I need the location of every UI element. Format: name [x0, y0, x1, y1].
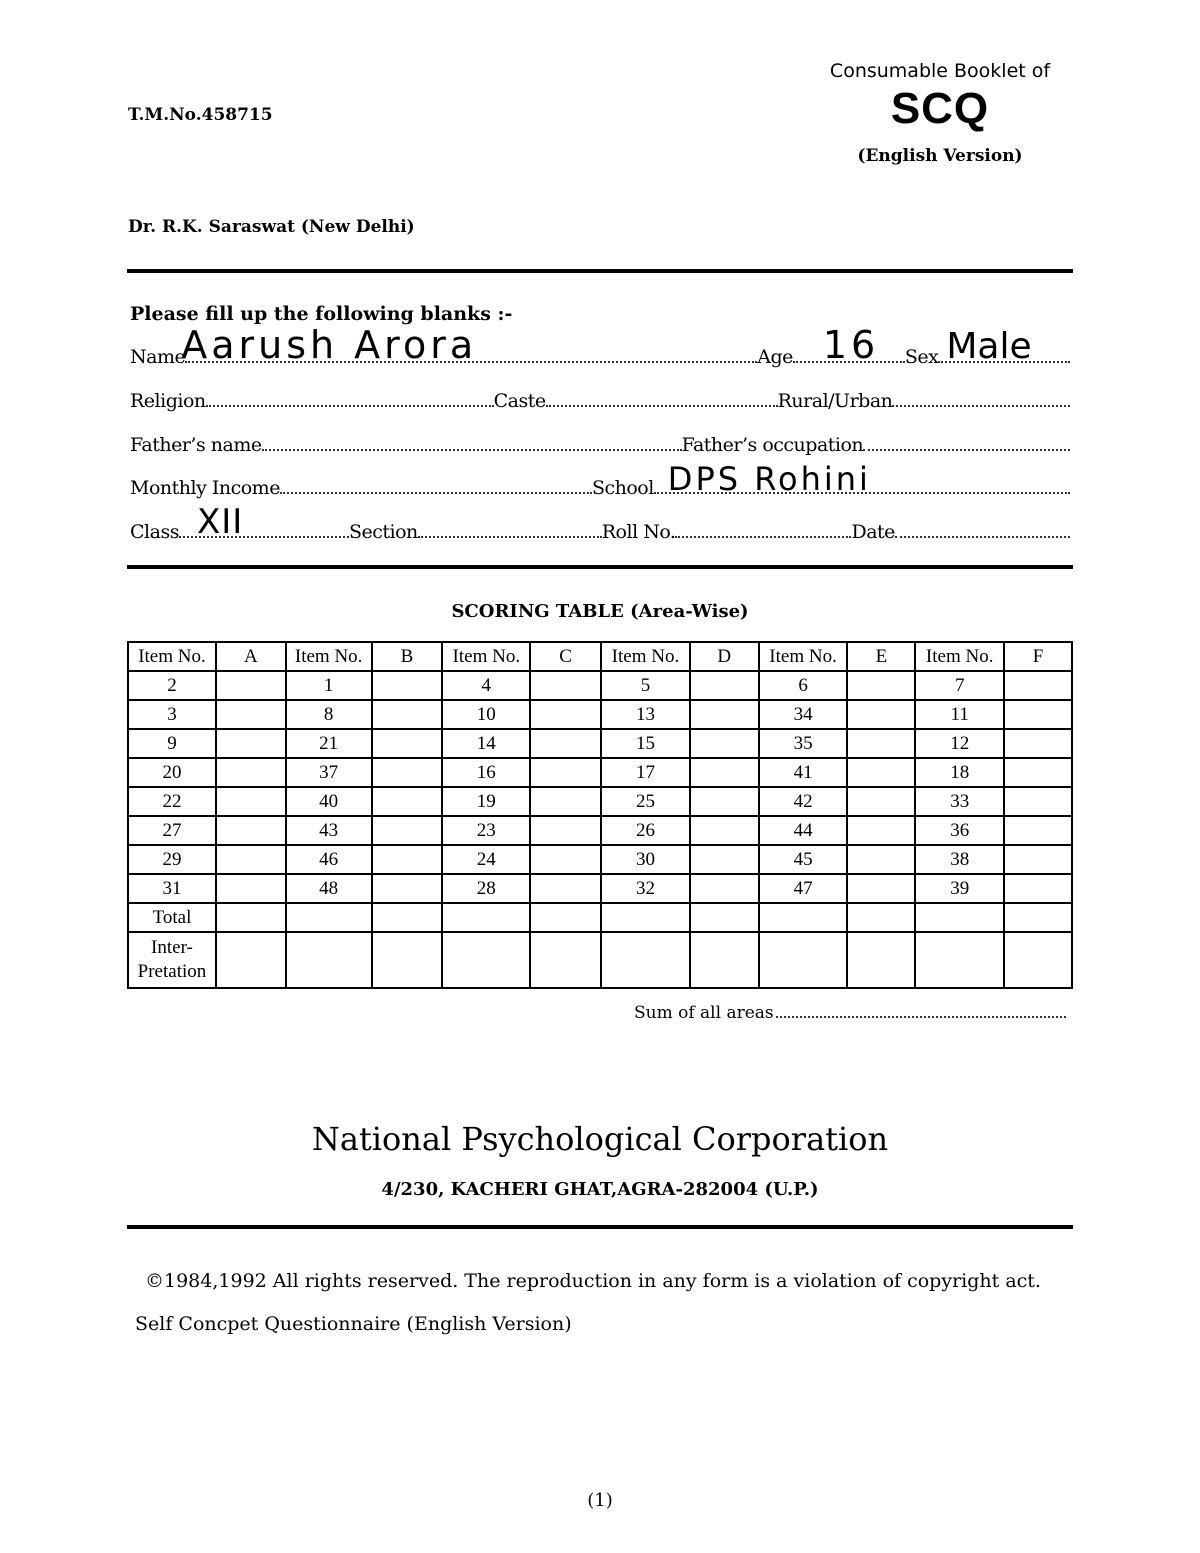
area-f-score-cell[interactable]: [1004, 787, 1072, 816]
area-a-score-cell[interactable]: [216, 671, 286, 700]
item-no-cell: 47: [759, 874, 848, 903]
rural-urban-label: Rural/Urban: [777, 390, 893, 412]
item-no-cell: 27: [128, 816, 216, 845]
item-no-cell: 2: [128, 671, 216, 700]
item-no-cell: 46: [286, 845, 372, 874]
area-b-score-cell[interactable]: [372, 787, 443, 816]
area-d-total-cell[interactable]: [690, 903, 759, 932]
area-a-score-cell[interactable]: [216, 758, 286, 787]
item-no-cell: 11: [915, 700, 1004, 729]
roll-no-label: Roll No.: [601, 521, 676, 543]
area-c-score-cell[interactable]: [530, 671, 601, 700]
item-no-cell: 4: [442, 671, 530, 700]
interpretation-blank-cell[interactable]: [759, 932, 848, 988]
age-handwritten: 16: [822, 323, 880, 367]
item-no-cell: 48: [286, 874, 372, 903]
item-no-cell: 19: [442, 787, 530, 816]
item-no-cell: 9: [128, 729, 216, 758]
area-f-header: F: [1004, 642, 1072, 671]
total-blank-cell[interactable]: [286, 903, 372, 932]
area-d-score-cell[interactable]: [690, 758, 759, 787]
item-no-cell: 31: [128, 874, 216, 903]
item-no-cell: 28: [442, 874, 530, 903]
item-no-cell: 18: [915, 758, 1004, 787]
item-no-header: Item No.: [442, 642, 530, 671]
table-row: [128, 874, 1072, 903]
area-c-score-cell[interactable]: [530, 787, 601, 816]
form-title: Please fill up the following blanks :-: [130, 303, 513, 325]
item-no-cell: 29: [128, 845, 216, 874]
item-no-header: Item No.: [601, 642, 690, 671]
school-field[interactable]: [654, 460, 1070, 498]
total-blank-cell[interactable]: [759, 903, 848, 932]
name-field[interactable]: [181, 323, 757, 367]
area-e-score-cell[interactable]: [847, 816, 915, 845]
religion-label: Religion: [130, 390, 206, 412]
area-a-score-cell[interactable]: [216, 729, 286, 758]
father-name-field[interactable]: [262, 449, 682, 451]
item-no-cell: 45: [759, 845, 848, 874]
area-d-score-cell[interactable]: [690, 787, 759, 816]
item-no-header: Item No.: [759, 642, 848, 671]
area-c-total-cell[interactable]: [530, 903, 601, 932]
interpretation-blank-cell[interactable]: [601, 932, 690, 988]
scoring-table: [127, 641, 1073, 989]
area-b-score-cell[interactable]: [372, 671, 443, 700]
area-d-score-cell[interactable]: [690, 671, 759, 700]
area-a-score-cell[interactable]: [216, 845, 286, 874]
total-row: [128, 903, 1072, 932]
area-a-header: A: [216, 642, 286, 671]
interpretation-blank-cell[interactable]: [442, 932, 530, 988]
area-d-score-cell[interactable]: [690, 700, 759, 729]
area-b-score-cell[interactable]: [372, 845, 443, 874]
area-c-score-cell[interactable]: [530, 758, 601, 787]
area-f-score-cell[interactable]: [1004, 816, 1072, 845]
item-no-header: Item No.: [128, 642, 216, 671]
total-blank-cell[interactable]: [601, 903, 690, 932]
item-no-cell: 14: [442, 729, 530, 758]
table-row: [128, 671, 1072, 700]
item-no-cell: 41: [759, 758, 848, 787]
sum-field[interactable]: [776, 1016, 1066, 1018]
area-c-interpretation-cell[interactable]: [530, 932, 601, 988]
area-d-score-cell[interactable]: [690, 845, 759, 874]
item-no-cell: 43: [286, 816, 372, 845]
roll-no-field[interactable]: [675, 536, 851, 538]
form-row-father: [130, 428, 1070, 456]
item-no-cell: 16: [442, 758, 530, 787]
publisher-name: National Psychological Corporation: [311, 1120, 889, 1158]
area-a-score-cell[interactable]: [216, 816, 286, 845]
item-no-cell: 13: [601, 700, 690, 729]
item-no-cell: 33: [915, 787, 1004, 816]
form-divider: [127, 565, 1073, 569]
sex-handwritten: Male: [946, 326, 1032, 367]
total-blank-cell[interactable]: [915, 903, 1004, 932]
table-header-row: [128, 642, 1072, 671]
item-no-cell: 15: [601, 729, 690, 758]
item-no-cell: 23: [442, 816, 530, 845]
area-d-score-cell[interactable]: [690, 874, 759, 903]
area-e-total-cell[interactable]: [847, 903, 915, 932]
area-b-total-cell[interactable]: [372, 903, 443, 932]
item-no-cell: 38: [915, 845, 1004, 874]
interpretation-label: [128, 932, 216, 988]
name-handwritten: Aarush Arora: [181, 323, 478, 367]
caste-label: Caste: [493, 390, 546, 412]
item-no-cell: 24: [442, 845, 530, 874]
area-f-score-cell[interactable]: [1004, 758, 1072, 787]
booklet-label: Consumable Booklet of: [829, 60, 1051, 82]
item-no-cell: 22: [128, 787, 216, 816]
item-no-cell: 40: [286, 787, 372, 816]
caste-field[interactable]: [546, 405, 778, 407]
item-no-cell: 5: [601, 671, 690, 700]
age-field[interactable]: [793, 323, 905, 367]
area-a-score-cell[interactable]: [216, 700, 286, 729]
area-e-score-cell[interactable]: [847, 787, 915, 816]
religion-field[interactable]: [206, 405, 494, 407]
interpretation-blank-cell[interactable]: [915, 932, 1004, 988]
monthly-income-label: Monthly Income: [130, 477, 280, 499]
item-no-cell: 32: [601, 874, 690, 903]
area-e-header: E: [847, 642, 915, 671]
item-no-cell: 35: [759, 729, 848, 758]
sum-label: Sum of all areas: [634, 1003, 774, 1023]
item-no-cell: 20: [128, 758, 216, 787]
father-name-label: Father’s name: [130, 434, 262, 456]
item-no-header: Item No.: [915, 642, 1004, 671]
father-occupation-label: Father’s occupation: [681, 434, 864, 456]
monthly-income-field[interactable]: [280, 492, 592, 494]
interpretation-label-line2: Pretation: [137, 961, 207, 982]
item-no-cell: 42: [759, 787, 848, 816]
area-c-score-cell[interactable]: [530, 845, 601, 874]
table-row: [128, 758, 1072, 787]
table-row: [128, 845, 1072, 874]
class-field[interactable]: [179, 502, 349, 542]
item-no-cell: 6: [759, 671, 848, 700]
item-no-cell: 44: [759, 816, 848, 845]
item-no-cell: 17: [601, 758, 690, 787]
area-c-header: C: [530, 642, 601, 671]
test-code: SCQ: [890, 84, 990, 133]
interpretation-label-line1: Inter-: [151, 937, 193, 958]
total-label: Total: [128, 903, 216, 932]
area-e-score-cell[interactable]: [847, 874, 915, 903]
area-a-score-cell[interactable]: [216, 787, 286, 816]
copyright-notice: ©1984,1992 All rights reserved. The reproduction in any form is a violation of copyright act. Self Concpet Questionnaire (English Version): [135, 1270, 1041, 1335]
area-c-score-cell[interactable]: [530, 729, 601, 758]
area-f-score-cell[interactable]: [1004, 845, 1072, 874]
area-e-score-cell[interactable]: [847, 758, 915, 787]
area-c-score-cell[interactable]: [530, 874, 601, 903]
table-row: [128, 816, 1072, 845]
area-a-total-cell[interactable]: [216, 903, 286, 932]
interpretation-blank-cell[interactable]: [286, 932, 372, 988]
area-b-score-cell[interactable]: [372, 700, 443, 729]
area-a-score-cell[interactable]: [216, 874, 286, 903]
area-e-score-cell[interactable]: [847, 845, 915, 874]
area-b-interpretation-cell[interactable]: [372, 932, 443, 988]
form-row-class: [130, 502, 1070, 543]
area-f-score-cell[interactable]: [1004, 671, 1072, 700]
area-e-score-cell[interactable]: [847, 729, 915, 758]
interpretation-row: [128, 932, 1072, 988]
area-b-score-cell[interactable]: [372, 816, 443, 845]
school-label: School: [591, 477, 654, 499]
item-no-cell: 10: [442, 700, 530, 729]
publisher-address: 4/230, KACHERI GHAT,AGRA-282004 (U.P.): [381, 1179, 819, 1200]
item-no-cell: 7: [915, 671, 1004, 700]
item-no-cell: 30: [601, 845, 690, 874]
item-no-cell: 12: [915, 729, 1004, 758]
date-field[interactable]: [895, 536, 1070, 538]
area-b-header: B: [372, 642, 443, 671]
school-handwritten: DPS Rohini: [667, 460, 871, 498]
area-b-score-cell[interactable]: [372, 729, 443, 758]
item-no-cell: 3: [128, 700, 216, 729]
page-number: (1): [587, 1490, 613, 1511]
area-d-score-cell[interactable]: [690, 816, 759, 845]
form-row-income: [130, 460, 1070, 499]
item-no-header: Item No.: [286, 642, 372, 671]
rural-urban-field[interactable]: [892, 405, 1070, 407]
area-a-interpretation-cell[interactable]: [216, 932, 286, 988]
area-e-score-cell[interactable]: [847, 671, 915, 700]
item-no-cell: 8: [286, 700, 372, 729]
form-row-religion: [130, 384, 1070, 412]
class-handwritten: XII: [196, 502, 244, 542]
footer-divider: [127, 1225, 1073, 1229]
age-label: Age: [757, 346, 793, 368]
section-label: Section: [348, 521, 418, 543]
area-f-total-cell[interactable]: [1004, 903, 1072, 932]
area-b-score-cell[interactable]: [372, 874, 443, 903]
area-e-interpretation-cell[interactable]: [847, 932, 915, 988]
item-no-cell: 36: [915, 816, 1004, 845]
item-no-cell: 21: [286, 729, 372, 758]
version-label: (English Version): [857, 146, 1023, 166]
area-d-score-cell[interactable]: [690, 729, 759, 758]
sex-label: Sex: [904, 346, 939, 368]
area-f-score-cell[interactable]: [1004, 729, 1072, 758]
scoring-table-title: SCORING TABLE (Area-Wise): [451, 601, 749, 622]
sum-of-all-areas: [634, 1003, 1066, 1023]
item-no-cell: 39: [915, 874, 1004, 903]
area-f-score-cell[interactable]: [1004, 700, 1072, 729]
father-occupation-field[interactable]: [863, 449, 1070, 451]
author: Dr. R.K. Saraswat (New Delhi): [128, 217, 415, 237]
table-row: [128, 787, 1072, 816]
top-divider: [127, 269, 1073, 273]
item-no-cell: 37: [286, 758, 372, 787]
area-c-score-cell[interactable]: [530, 700, 601, 729]
date-label: Date: [851, 521, 895, 543]
area-c-score-cell[interactable]: [530, 816, 601, 845]
section-field[interactable]: [418, 536, 602, 538]
class-label: Class: [130, 521, 179, 543]
item-no-cell: 26: [601, 816, 690, 845]
tm-number: T.M.No.458715: [128, 105, 273, 125]
sex-field[interactable]: [938, 326, 1070, 367]
table-row: [128, 700, 1072, 729]
name-label: Name: [130, 346, 186, 368]
area-f-score-cell[interactable]: [1004, 874, 1072, 903]
area-f-interpretation-cell[interactable]: [1004, 932, 1072, 988]
area-e-score-cell[interactable]: [847, 700, 915, 729]
area-b-score-cell[interactable]: [372, 758, 443, 787]
form-row-name: [130, 323, 1070, 368]
total-blank-cell[interactable]: [442, 903, 530, 932]
item-no-cell: 1: [286, 671, 372, 700]
item-no-cell: 25: [601, 787, 690, 816]
area-d-header: D: [690, 642, 759, 671]
area-d-interpretation-cell[interactable]: [690, 932, 759, 988]
item-no-cell: 34: [759, 700, 848, 729]
table-row: [128, 729, 1072, 758]
